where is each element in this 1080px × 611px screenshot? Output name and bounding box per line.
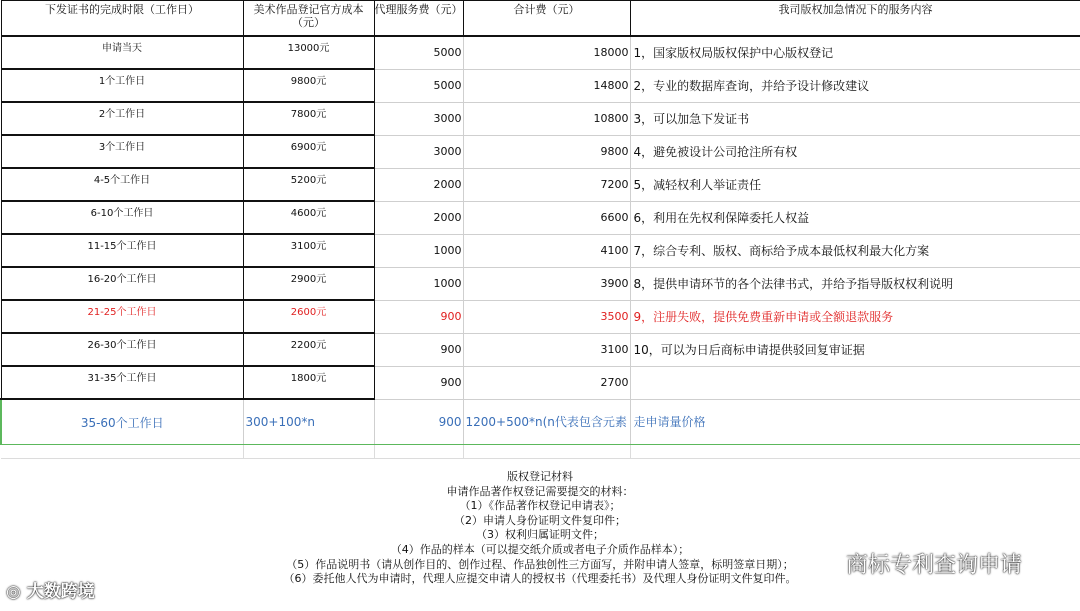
materials-item: （2）申请人身份证明文件复印件； xyxy=(454,513,626,527)
watermark-left: ◎ 大数跨境 xyxy=(6,582,95,602)
empty-cell[interactable] xyxy=(374,445,463,459)
table-row-selected xyxy=(1,399,1080,445)
header-total-fee[interactable]: 合计费（元） xyxy=(463,1,630,37)
wechat-icon xyxy=(818,552,840,578)
cell-official[interactable]: 3100元 xyxy=(243,234,374,267)
table-row xyxy=(1,234,1080,267)
watermark-right: 商标专利查询申请 xyxy=(818,548,1022,579)
cell-official[interactable]: 13000元 xyxy=(243,36,374,69)
cell-service[interactable]: 1，国家版权局版权保护中心版权登记 xyxy=(630,36,1080,69)
cell-official[interactable]: 6900元 xyxy=(243,135,374,168)
materials-item: （3）权利归属证明文件； xyxy=(476,528,604,542)
cell-official[interactable]: 4600元 xyxy=(243,201,374,234)
cell-service[interactable]: 10，可以为日后商标申请提供驳回复审证据 xyxy=(630,333,1080,366)
table-row xyxy=(1,168,1080,201)
cell-official[interactable]: 2200元 xyxy=(243,333,374,366)
cell-total[interactable]: 9800 xyxy=(463,135,630,168)
cell-official[interactable]: 2900元 xyxy=(243,267,374,300)
cell-time[interactable]: 4-5个工作日 xyxy=(1,168,243,201)
cell-official[interactable]: 1800元 xyxy=(243,366,374,399)
materials-item: （1）《作品著作权登记申请表》； xyxy=(459,499,621,513)
cell-agency[interactable]: 5000 xyxy=(374,69,463,102)
cell-agency[interactable]: 3000 xyxy=(374,102,463,135)
cell-agency[interactable]: 1000 xyxy=(374,267,463,300)
cell-total[interactable]: 3500 xyxy=(463,300,630,333)
cell-time[interactable]: 6-10个工作日 xyxy=(1,201,243,234)
table-row xyxy=(1,366,1080,399)
cell-time[interactable]: 1个工作日 xyxy=(1,69,243,102)
cell-total[interactable]: 18000 xyxy=(463,36,630,69)
table-row xyxy=(1,102,1080,135)
cell-agency[interactable]: 2000 xyxy=(374,168,463,201)
empty-cell[interactable] xyxy=(1,445,243,459)
table-row xyxy=(1,333,1080,366)
cell-time[interactable]: 2个工作日 xyxy=(1,102,243,135)
cell-service[interactable]: 8，提供申请环节的各个法律书式，并给予指导版权权利说明 xyxy=(630,267,1080,300)
cell-service[interactable]: 4，避免被设计公司抢注所有权 xyxy=(630,135,1080,168)
header-row xyxy=(1,1,1080,37)
cell-agency[interactable]: 900 xyxy=(374,366,463,399)
materials-item: （4）作品的样本（可以提交纸介质或者电子介质作品样本）； xyxy=(390,542,690,556)
materials-title: 版权登记材料 xyxy=(507,470,573,483)
cell-service[interactable] xyxy=(630,366,1080,399)
watermark-logo-icon: ◎ xyxy=(6,582,27,602)
cell-total[interactable]: 7200 xyxy=(463,168,630,201)
materials-item: （5）作品说明书（请从创作目的、创作过程、作品独创性三方面写，并附申请人签章，标明签章日期）； xyxy=(286,557,794,571)
cell-time[interactable]: 21-25个工作日 xyxy=(1,300,243,333)
cell-agency[interactable]: 2000 xyxy=(374,201,463,234)
cell-service[interactable]: 6，利用在先权利保障委托人权益 xyxy=(630,201,1080,234)
cell-service[interactable]: 走申请量价格 xyxy=(630,399,1080,445)
table-row xyxy=(1,201,1080,234)
header-completion-time[interactable]: 下发证书的完成时限（工作日） xyxy=(1,1,243,37)
cell-time[interactable]: 16-20个工作日 xyxy=(1,267,243,300)
empty-cell[interactable] xyxy=(243,445,374,459)
cell-time[interactable]: 26-30个工作日 xyxy=(1,333,243,366)
header-service-content[interactable]: 我司版权加急情况下的服务内容 xyxy=(630,1,1080,37)
cell-total[interactable]: 1200+500*n(n代表包含元素 xyxy=(463,399,630,445)
materials-item: （6）委托他人代为申请时，代理人应提交申请人的授权书（代理委托书）及代理人身份证明文件复印件。 xyxy=(283,572,797,586)
cell-total[interactable]: 4100 xyxy=(463,234,630,267)
cell-time[interactable]: 11-15个工作日 xyxy=(1,234,243,267)
header-official-cost[interactable]: 美术作品登记官方成本（元） xyxy=(243,1,374,37)
cell-service[interactable]: 3，可以加急下发证书 xyxy=(630,102,1080,135)
table-row xyxy=(1,69,1080,102)
cell-time[interactable]: 31-35个工作日 xyxy=(1,366,243,399)
cell-official[interactable]: 5200元 xyxy=(243,168,374,201)
cell-agency[interactable]: 1000 xyxy=(374,234,463,267)
cell-service[interactable]: 7，综合专利、版权、商标给予成本最低权利最大化方案 xyxy=(630,234,1080,267)
table-row-highlighted xyxy=(1,300,1080,333)
empty-row xyxy=(1,445,1080,459)
cell-total[interactable]: 3100 xyxy=(463,333,630,366)
cell-official[interactable]: 300+100*n xyxy=(243,399,374,445)
cell-service[interactable]: 5，减轻权利人举证责任 xyxy=(630,168,1080,201)
cell-service[interactable]: 9，注册失败，提供免费重新申请或全额退款服务 xyxy=(630,300,1080,333)
cell-total[interactable]: 14800 xyxy=(463,69,630,102)
cell-total[interactable]: 2700 xyxy=(463,366,630,399)
table-row xyxy=(1,267,1080,300)
cell-time[interactable]: 35-60个工作日 xyxy=(1,399,243,445)
table-row xyxy=(1,36,1080,69)
cell-service[interactable]: 2，专业的数据库查询，并给予设计修改建议 xyxy=(630,69,1080,102)
cell-agency[interactable]: 900 xyxy=(374,333,463,366)
materials-intro: 申请作品著作权登记需要提交的材料： xyxy=(446,484,634,498)
empty-cell[interactable] xyxy=(463,445,630,459)
cell-official[interactable]: 2600元 xyxy=(243,300,374,333)
empty-cell[interactable] xyxy=(630,445,1080,459)
table-row xyxy=(1,135,1080,168)
cell-total[interactable]: 6600 xyxy=(463,201,630,234)
header-agency-fee[interactable]: 代理服务费（元） xyxy=(374,1,463,37)
cell-agency[interactable]: 5000 xyxy=(374,36,463,69)
cell-total[interactable]: 3900 xyxy=(463,267,630,300)
cell-agency[interactable]: 3000 xyxy=(374,135,463,168)
cell-agency[interactable]: 900 xyxy=(374,300,463,333)
cell-time[interactable]: 申请当天 xyxy=(1,36,243,69)
cell-official[interactable]: 7800元 xyxy=(243,102,374,135)
cell-total[interactable]: 10800 xyxy=(463,102,630,135)
cell-time[interactable]: 3个工作日 xyxy=(1,135,243,168)
cell-official[interactable]: 9800元 xyxy=(243,69,374,102)
cell-agency[interactable]: 900 xyxy=(374,399,463,445)
